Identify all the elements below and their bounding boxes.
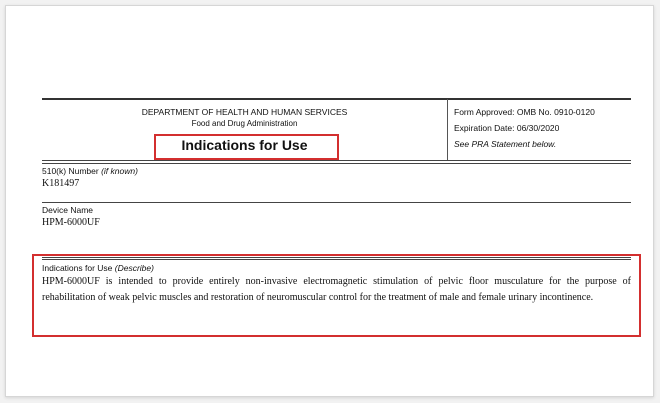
indications-hint: (Describe) (114, 263, 154, 273)
expiration-date: Expiration Date: 06/30/2020 (454, 123, 560, 133)
k-number-rule (42, 202, 631, 203)
indications-label-text: Indications for Use (42, 263, 115, 273)
k-number-label (42, 166, 138, 176)
department-name: DEPARTMENT OF HEALTH AND HUMAN SERVICES (141, 107, 348, 117)
k-number-value: K181497 (42, 178, 80, 189)
document-page (5, 5, 654, 397)
indications-label (42, 263, 154, 273)
device-name-label: Device Name (42, 205, 94, 215)
top-rule (42, 98, 631, 100)
indications-text: HPM-6000UF is intended to provide entirely non-invasive electromagnetic stimulation of pelvic floor musculature for the purpose of rehabilitation of weak pelvic muscles and restoration of neuromuscular control for the treatment of male and female urinary incontinence. (42, 276, 631, 303)
form-title: Indications for Use (181, 137, 308, 153)
header-rule-1 (42, 160, 631, 161)
agency-name: Food and Drug Administration (191, 119, 298, 128)
device-name-value: HPM-6000UF (42, 217, 100, 228)
header-rule-2 (42, 163, 631, 164)
form-approved: Form Approved: OMB No. 0910-0120 (454, 107, 595, 117)
k-number-hint: (if known) (101, 166, 138, 176)
k-number-label-text: 510(k) Number (42, 166, 102, 176)
pra-note: See PRA Statement below. (454, 139, 557, 149)
header-divider (447, 99, 448, 160)
form-title-highlight (154, 134, 339, 160)
